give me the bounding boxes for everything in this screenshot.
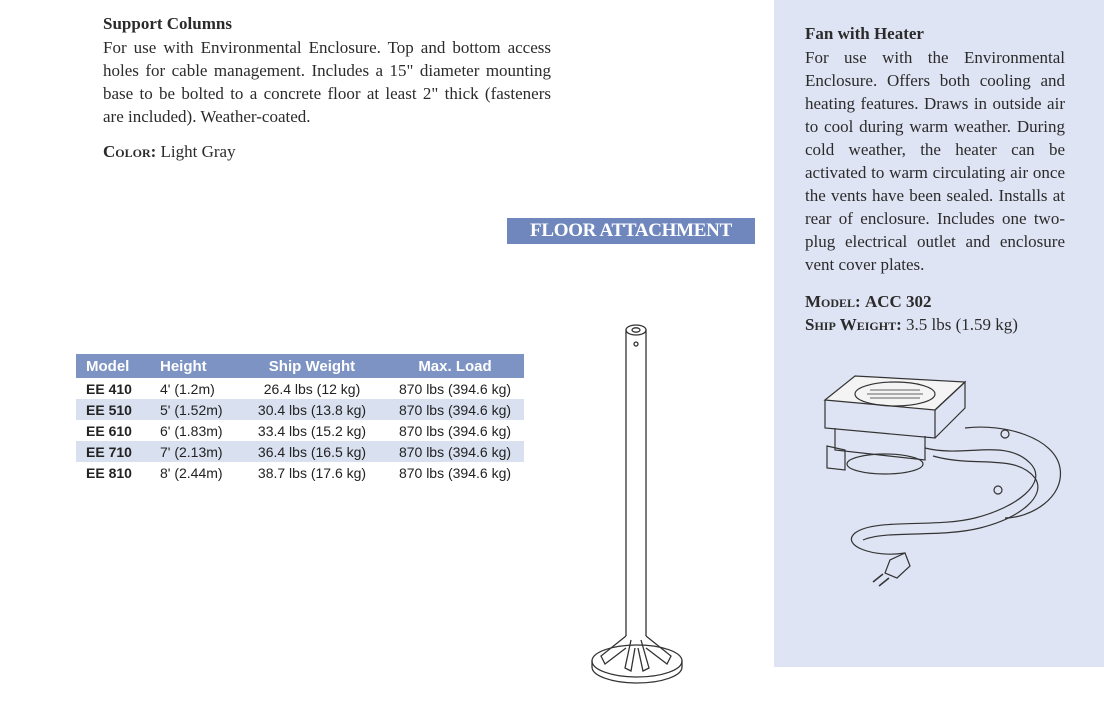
cell-model: EE 710 (76, 441, 150, 462)
cell-model: EE 410 (86, 380, 132, 397)
model-label: Model: (805, 292, 861, 311)
specs-table (76, 354, 524, 483)
table-row (76, 462, 524, 483)
fan-heater-illustration (815, 368, 1070, 588)
cell-height: 6' (1.83m) (160, 422, 223, 439)
cell-ship-weight: 33.4 lbs (15.2 kg) (257, 422, 367, 439)
cell-max-load: 870 lbs (394.6 kg) (386, 399, 524, 420)
fan-heater-description: For use with the Environmental Enclosure. Offers both cooling and heating features. Draws in outside air to cool during warm weather. During cold weather, the heater can be activated to warm circulating air once the vents have been sealed. Installs at rear of enclosure. Includes one two-plug electrical outlet and enclosure vent cover plates. (805, 48, 1065, 274)
table-row (76, 378, 524, 399)
header-ship-weight: Ship Weight (238, 354, 386, 378)
cell-height: 8' (2.44m) (160, 464, 223, 481)
cell-ship-weight: 38.7 lbs (17.6 kg) (257, 464, 367, 481)
support-column-illustration (585, 318, 690, 693)
ship-weight-line (805, 313, 1065, 336)
fan-heater-text (805, 24, 1065, 336)
cell-height: 4' (1.2m) (160, 380, 215, 397)
cell-ship-weight: 30.4 lbs (13.8 kg) (238, 399, 386, 420)
support-columns-description: For use with Environmental Enclosure. Top and bottom access holes for cable management. Includes a 15" diameter mounting base to be bolted to a concrete floor at least 2" thick (fasteners are included). Weather-coated. (103, 38, 551, 126)
table-row (76, 441, 524, 462)
cell-max-load: 870 lbs (394.6 kg) (398, 422, 512, 439)
ship-weight-value: 3.5 lbs (1.59 kg) (906, 315, 1018, 334)
table-header-row (76, 354, 524, 378)
cell-height: 7' (2.13m) (150, 441, 238, 462)
support-columns-title: Support Columns (103, 14, 232, 33)
cell-max-load: 870 lbs (394.6 kg) (398, 464, 512, 481)
fan-heater-title: Fan with Heater (805, 24, 924, 43)
ship-weight-label: Ship Weight: (805, 315, 902, 334)
model-line (805, 290, 1065, 313)
cell-ship-weight: 36.4 lbs (16.5 kg) (238, 441, 386, 462)
color-line (103, 142, 551, 162)
header-height: Height (150, 354, 238, 378)
table-row (76, 420, 524, 441)
color-label: Color: (103, 142, 157, 161)
cell-height: 5' (1.52m) (150, 399, 238, 420)
cell-model: EE 610 (86, 422, 132, 439)
cell-max-load: 870 lbs (394.6 kg) (398, 380, 512, 397)
floor-attachment-banner: FLOOR ATTACHMENT (507, 218, 755, 244)
cell-ship-weight: 26.4 lbs (12 kg) (263, 380, 361, 397)
table-row (76, 399, 524, 420)
support-columns-section (103, 14, 551, 162)
model-value: ACC 302 (864, 292, 932, 311)
header-max-load: Max. Load (386, 354, 524, 378)
fan-model-specs (805, 290, 1065, 336)
header-model: Model (76, 354, 150, 378)
cell-model: EE 810 (86, 464, 132, 481)
cell-max-load: 870 lbs (394.6 kg) (386, 441, 524, 462)
cell-model: EE 510 (76, 399, 150, 420)
color-value: Light Gray (160, 142, 236, 161)
